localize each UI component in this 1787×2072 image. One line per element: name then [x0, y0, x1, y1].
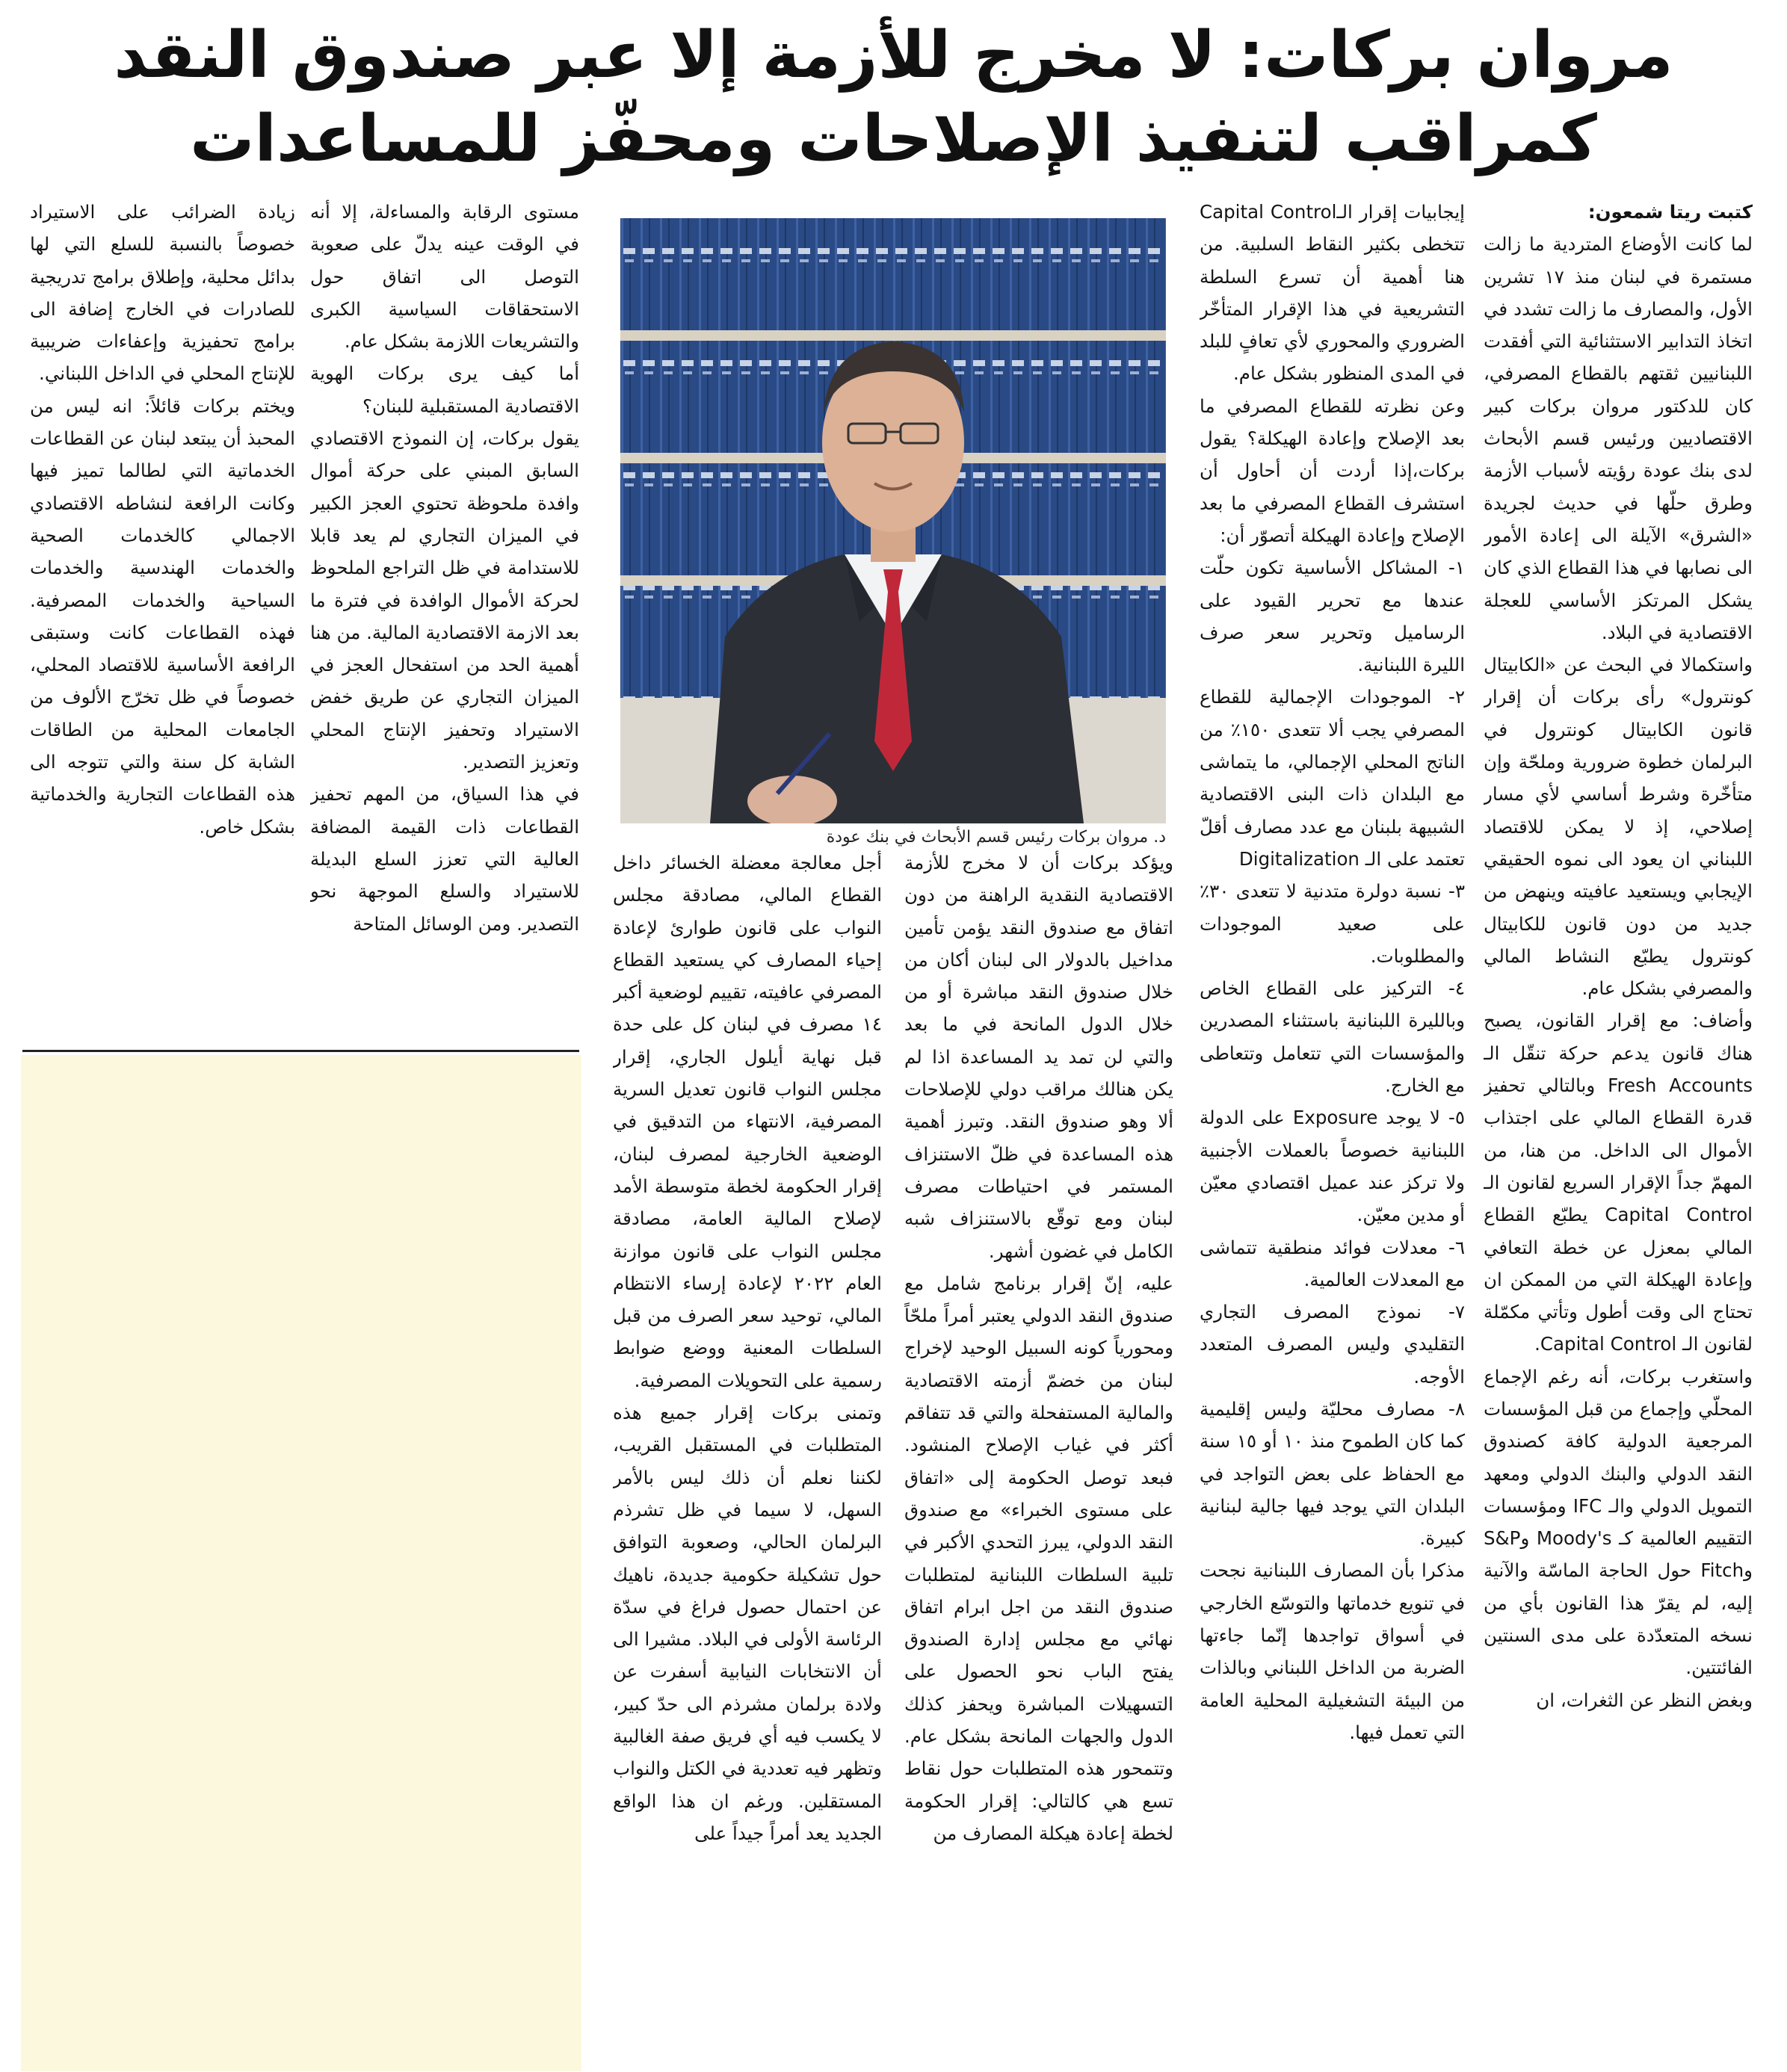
headline-line-1: مروان بركات: لا مخرج للأزمة إلا عبر صندوق النقد [114, 18, 1673, 93]
paragraph: في هذا السياق، من المهم تحفيز القطاعات ذات القيمة المضافة العالية التي تعزز السلع البديلة للاستيراد والسلع الموجهة نحو التصدير. ومن الوسائل المتاحة [310, 783, 579, 935]
paragraph: ويختم بركات قائلاً: انه ليس من المحبذ أن يبتعد لبنان عن القطاعات الخدماتية التي لطالما تميز فيها وكانت الرافعة لنشاطه الاقتصادي الاجمالي كالخدمات الصحية والخدمات الهندسية والخدمات السياحية والخدمات المصرفية. فهذه القطاعات كانت وستبقى الرافعة الأساسية للاقتصاد المحلي، خصوصاً في ظل تخرّج الألوف من الجامعات المحلية من الطاقات الشابة كل سنة والتي تتوجه الى هذه القطاعات التجارية والخدماتية بشكل خاص. [30, 395, 295, 838]
list-item: ٤- التركيز على القطاع الخاص وبالليرة اللبنانية باستثناء المصدرين والمؤسسات التي تتعامل وتتعاطى مع الخارج. [1200, 977, 1465, 1097]
paragraph: زيادة الضرائب على الاستيراد خصوصاً بالنسبة للسلع التي لها بدائل محلية، وإطلاق برامج تدريجية للصادرات في الخارج إضافة الى برامج تحفيزية وإعفاءات ضريبية للإنتاج المحلي في الداخل اللبناني. [30, 201, 295, 385]
list-item: ٢- الموجودات الإجمالية للقطاع المصرفي يجب ألا تتعدى ١٥٠٪ من الناتج المحلي الإجمالي، ما يتماشى مع البلدان ذات البنى الاقتصادية الشبيهة بلبنان مع عدد مصارف أقلّ تعتمد على الـ Digitalization [1200, 686, 1465, 870]
paragraph: وعن نظرته للقطاع المصرفي ما بعد الإصلاح وإعادة الهيكلة؟ يقول بركات،إذا أردت أن أحاول أن استشرف القطاع المصرفي ما بعد الإصلاح وإعادة الهيكلة أتصوّر أن: [1200, 395, 1465, 546]
article-column-1 [1484, 196, 1753, 2064]
list-item: ٦- معدلات فوائد منطقية تتماشى مع المعدلات العالمية. [1200, 1236, 1465, 1290]
paragraph: مستوى الرقابة والمساءلة، إلا أنه في الوقت عينه يدلّ على صعوبة التوصل الى اتفاق حول الاستحقاقات السياسية الكبرى والتشريعات اللازمة بشكل عام. [310, 201, 579, 353]
headline [30, 13, 1757, 185]
paragraph: عليه، إنّ إقرار برنامج شامل مع صندوق النقد الدولي يعتبر أمراً ملحّاً ومحورياً كونه السبيل الوحيد لإخراج لبنان من خضمّ أزمته الاقتصادية والمالية المستفحلة والتي قد تتفاقم أكثر في غياب الإصلاح المنشود. فبعد توصل الحكومة إلى «اتفاق على مستوى الخبراء» مع صندوق النقد الدولي، يبرز التحدي الأكبر في تلبية السلطات اللبنانية لمتطلبات صندوق النقد من اجل ابرام اتفاق نهائي مع مجلس إدارة الصندوق يفتح الباب نحو الحصول على التسهيلات المباشرة ويحفز كذلك الدول والجهات المانحة بشكل عام. وتتمحور هذه المتطلبات حول نقاط تسع هي كالتالي: إقرار الحكومة لخطة إعادة هيكلة المصارف من [904, 1272, 1173, 1844]
paragraph: أما كيف يرى بركات الهوية الاقتصادية المستقبلية للبنان؟ [310, 362, 579, 417]
article-column-2 [1200, 196, 1465, 2064]
paragraph: يقول بركات، إن النموذج الاقتصادي السابق المبني على حركة أموال وافدة ملحوظة تحتوي العجز الكبير في الميزان التجاري لم يعد قابلا للاستدامة في ظل التراجع الملحوظ لحركة الأموال الوافدة في فترة ما بعد الازمة الاقتصادية المالية. من هنا أهمية الحد من استفحال العجز في الميزان التجاري عن طريق خفض الاستيراد وتحفيز الإنتاج المحلي وتعزيز التصدير. [310, 427, 579, 773]
byline: كتبت ريتا شمعون: [1587, 201, 1753, 223]
article-column-5 [310, 196, 579, 1033]
article-column-4 [613, 847, 882, 2072]
paragraph: واستغرب بركات، أنه رغم الإجماع المحلّي وإجماع من قبل المؤسسات المرجعية الدولية كافة كصندوق النقد الدولي والبنك الدولي ومعهد التمويل الدولي والـ IFC ومؤسسات التقييم العالمية كـ Moody's وS&P وFitch حول الحاجة الماسّة والآنية إليه، لم يقرّ هذا القانون بأي من نسخه المتعدّدة على مدى السنتين الفائتتين. [1484, 1365, 1753, 1679]
paragraph: ويؤكد بركات أن لا مخرج للأزمة الاقتصادية النقدية الراهنة من دون اتفاق مع صندوق النقد يؤمن تأمين مداخيل بالدولار الى لبنان أكان من خلال صندوق النقد مباشرة أو من خلال الدول المانحة في ما بعد والتي لن تمد يد المساعدة اذا لم يكن هنالك مراقب دولي للإصلاحات ألا وهو صندوق النقد. وتبرز أهمية هذه المساعدة في ظلّ الاستنزاف المستمر في احتياطات مصرف لبنان ومع توقّع بالاستنزاف شبه الكامل في غضون أشهر. [904, 852, 1173, 1262]
paragraph: مذكرا بأن المصارف اللبنانية نجحت في تنويع خدماتها والتوسّع الخارجي في أسواق تواجدها إنّما جاءتها الضربة من الداخل اللبناني وبالذات من البيئة التشغيلية المحلية العامة التي تعمل فيها. [1200, 1559, 1465, 1743]
paragraph: وأضاف: مع إقرار القانون، يصبح هناك قانون يدعم حركة تنقّل الـ Fresh Accounts وبالتالي تحفيز قدرة القطاع المالي على اجتذاب الأموال الى الداخل. من هنا، من المهمّ جداً الإقرار السريع لقانون الـ Capital Control يطبّع القطاع المالي بمعزل عن خطة التعافي وإعادة الهيكلة التي من الممكن ان تحتاج الى وقت أطول وتأتي مكمّلة لقانون الـ Capital Control. [1484, 1009, 1753, 1355]
paragraph: إيجابيات إقرار الـCapital Control تتخطى بكثير النقاط السلبية. من هنا أهمية أن تسرع السلطة التشريعية في هذا الإقرار المتأخّر الضروري والمحوري لأي تعافٍ للبلد في المدى المنظور بشكل عام. [1200, 201, 1465, 385]
portrait-photo [620, 218, 1166, 823]
paragraph: أجل معالجة معضلة الخسائر داخل القطاع المالي، مصادقة مجلس النواب على قانون طوارئ لإعادة إحياء المصارف كي يستعيد القطاع المصرفي عافيته، تقييم لوضعية أكبر ١٤ مصرف في لبنان كل على حدة قبل نهاية أيلول الجاري، إقرار مجلس النواب قانون تعديل السرية المصرفية، الانتهاء من التدقيق في الوضعية الخارجية لمصرف لبنان، إقرار الحكومة لخطة متوسطة الأمد لإصلاح المالية العامة، مصادقة مجلس النواب على قانون موازنة العام ٢٠٢٢ لإعادة إرساء الانتظام المالي، توحيد سعر الصرف من قبل السلطات المعنية ووضع ضوابط رسمية على التحويلات المصرفية. [613, 852, 882, 1391]
article-column-6 [30, 196, 295, 1033]
paragraph: واستكمالا في البحث عن «الكابيتال كونترول» رأى بركات أن إقرار قانون الكابيتال كونترول في البرلمان خطوة ضرورية وملحّة وإن متأخّرة وشرط أساسي لأي مسار إصلاحي، إذ لا يمكن للاقتصاد اللبناني ان يعود الى نموه الحقيقي الإيجابي ويستعيد عافيته وينهض من جديد من دون قانون للكابيتال كونترول يطبّع النشاط المالي والمصرفي بشكل عام. [1484, 654, 1753, 1000]
headline-line-2: كمراقب لتنفيذ الإصلاحات ومحفّز للمساعدات [190, 102, 1597, 176]
paragraph: وتمنى بركات إقرار جميع هذه المتطلبات في المستقبل القريب، لكننا نعلم أن ذلك ليس بالأمر السهل، لا سيما في ظل تشرذم البرلمان الحالي، وصعوبة التوافق حول تشكيلة حكومية جديدة، ناهيك عن احتمال حصول فراغ في سدّة الرئاسة الأولى في البلاد. مشيرا الى أن الانتخابات النيابية أسفرت عن ولادة برلمان مشرذم الى حدّ كبير، لا يكسب فيه أي فريق صفة الغالبية وتظهر فيه تعددية في الكتل والنواب المستقلين. ورغم ان هذا الواقع الجديد يعد أمراً جيداً على [613, 1402, 882, 1844]
paragraph: وبغض النظر عن الثغرات، ان [1536, 1689, 1753, 1711]
list-item: ٧- نموذج المصرف التجاري التقليدي وليس المصرف المتعدد الأوجه. [1200, 1301, 1465, 1388]
list-item: ٨- مصارف محليّة وليس إقليمية كما كان الطموح منذ ١٠ أو ١٥ سنة مع الحفاظ على بعض التواجد في البلدان التي يوجد فيها جالية لبنانية كبيرة. [1200, 1397, 1465, 1550]
column-divider [22, 1050, 579, 1052]
portrait-illustration [620, 218, 1166, 823]
list-item: ١- المشاكل الأساسية تكون حلّت عندها مع تحرير القيود على الرساميل وتحرير سعر صرف الليرة اللبنانية. [1200, 557, 1465, 676]
list-item: ٥- لا يوجد Exposure على الدولة اللبنانية خصوصاً بالعملات الأجنبية ولا تركز عند عميل اقتصادي معيّن أو مدين معيّن. [1200, 1107, 1465, 1226]
paragraph: لما كانت الأوضاع المتردية ما زالت مستمرة في لبنان منذ ١٧ تشرين الأول، والمصارف ما زالت تشدد في اتخاذ التدابير الاستثنائية التي أفقدت اللبنانيين ثقتهم بالقطاع المصرفي، كان للدكتور مروان بركات كبير الاقتصاديين ورئيس قسم الأبحاث لدى بنك عودة رؤيته لأسباب الأزمة وطرق حلّها في حديث لجريدة «الشرق» الآيلة الى إعادة الأمور الى نصابها في هذا القطاع الذي كان يشكل المرتكز الأساسي للعجلة الاقتصادية في البلاد. [1484, 233, 1753, 643]
photo-caption: د. مروان بركات رئيس قسم الأبحاث في بنك عودة [826, 828, 1166, 847]
article-column-3 [904, 847, 1173, 2072]
empty-ad-box [21, 1055, 581, 2071]
list-item: ٣- نسبة دولرة متدنية لا تتعدى ٣٠٪ على صعيد الموجودات والمطلوبات. [1200, 880, 1465, 967]
